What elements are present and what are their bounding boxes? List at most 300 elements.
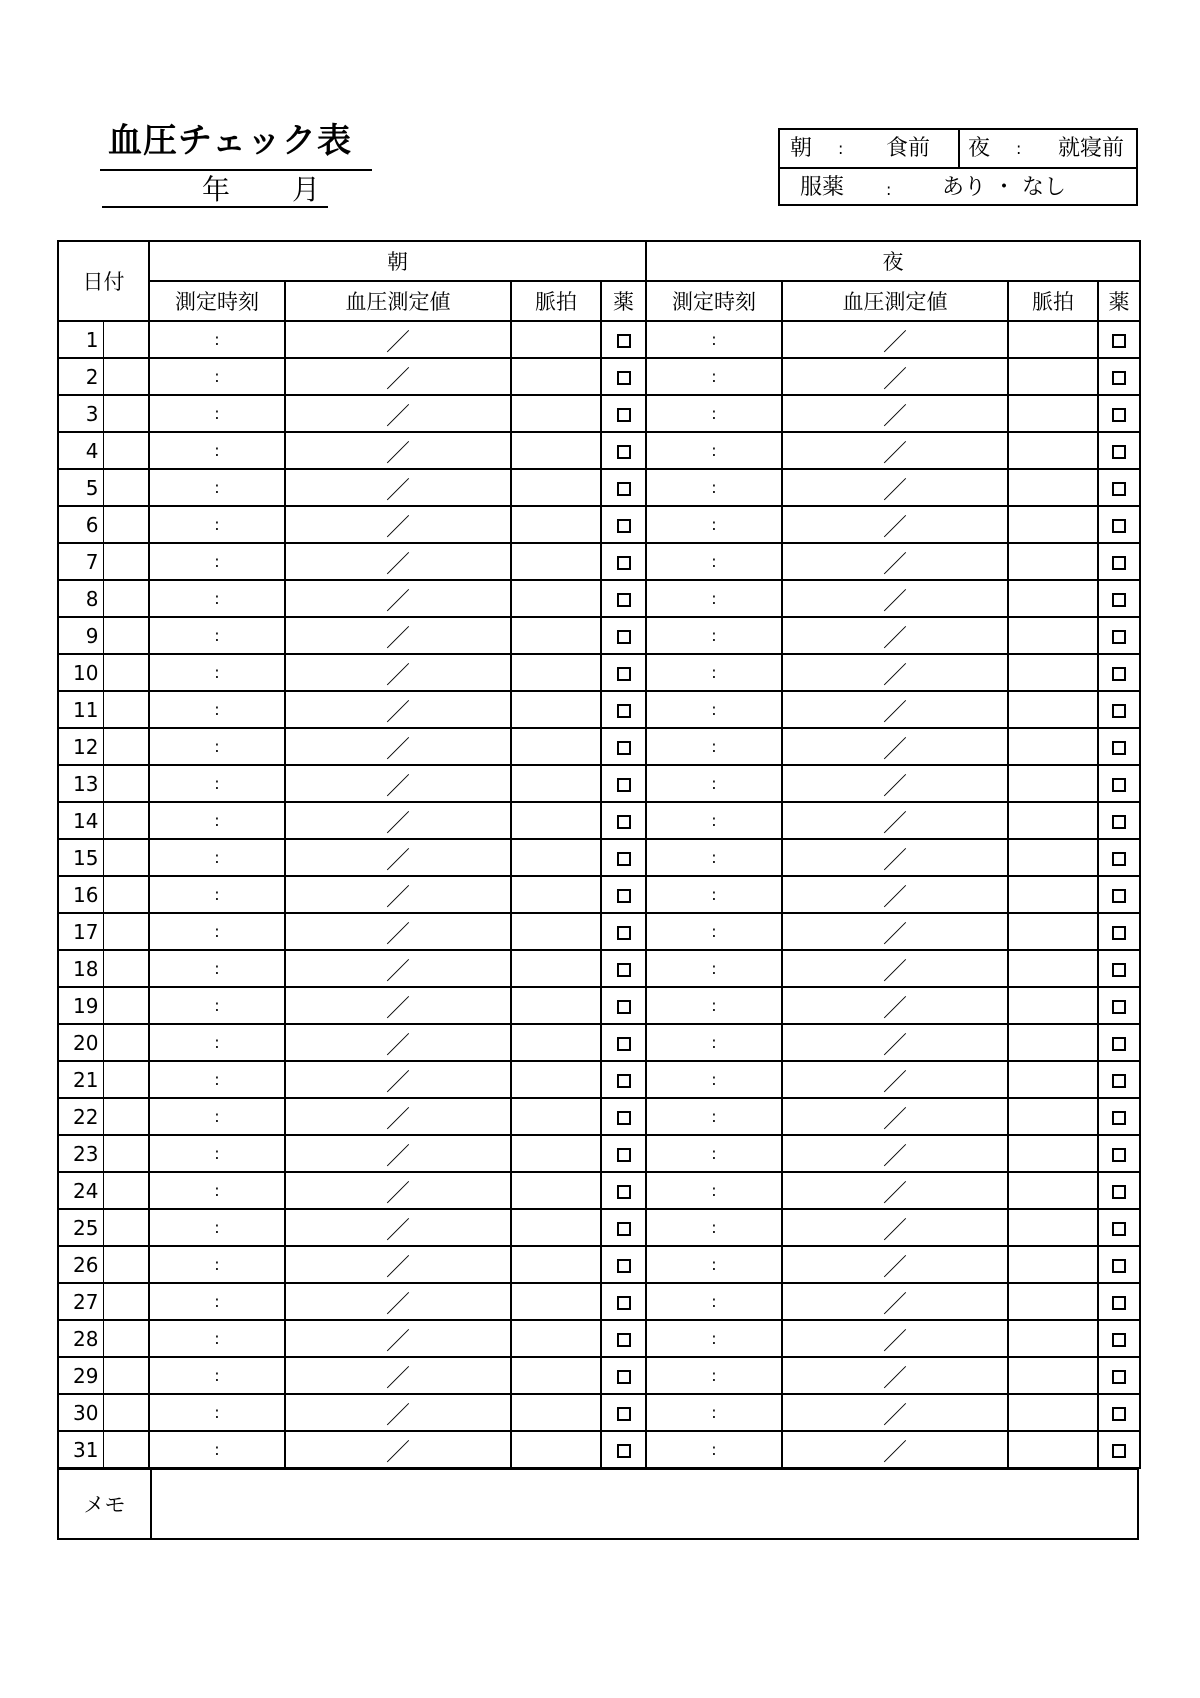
evening-bp-cell[interactable]: ／ xyxy=(782,691,1008,728)
evening-bp-cell[interactable]: ／ xyxy=(782,802,1008,839)
evening-med-checkbox-cell[interactable] xyxy=(1098,987,1140,1024)
morning-bp-cell[interactable]: ／ xyxy=(285,1209,511,1246)
evening-bp-cell[interactable]: ／ xyxy=(782,950,1008,987)
morning-time-cell[interactable]: : xyxy=(149,543,285,580)
evening-med-checkbox-cell[interactable] xyxy=(1098,654,1140,691)
evening-bp-cell[interactable]: ／ xyxy=(782,1320,1008,1357)
morning-pulse-cell[interactable] xyxy=(511,580,601,617)
day-note-cell[interactable] xyxy=(103,1246,149,1283)
morning-bp-cell[interactable]: ／ xyxy=(285,950,511,987)
morning-med-checkbox-cell[interactable] xyxy=(601,617,646,654)
evening-pulse-cell[interactable] xyxy=(1008,1135,1098,1172)
checkbox[interactable] xyxy=(617,741,631,755)
morning-med-checkbox-cell[interactable] xyxy=(601,1357,646,1394)
evening-pulse-cell[interactable] xyxy=(1008,1246,1098,1283)
morning-med-checkbox-cell[interactable] xyxy=(601,1431,646,1468)
evening-time-cell[interactable]: : xyxy=(646,1394,782,1431)
evening-pulse-cell[interactable] xyxy=(1008,1061,1098,1098)
morning-med-checkbox-cell[interactable] xyxy=(601,358,646,395)
morning-pulse-cell[interactable] xyxy=(511,691,601,728)
morning-time-cell[interactable]: : xyxy=(149,950,285,987)
evening-bp-cell[interactable]: ／ xyxy=(782,1246,1008,1283)
morning-time-cell[interactable]: : xyxy=(149,1246,285,1283)
evening-time-cell[interactable]: : xyxy=(646,358,782,395)
checkbox[interactable] xyxy=(1112,1148,1126,1162)
evening-pulse-cell[interactable] xyxy=(1008,913,1098,950)
evening-med-checkbox-cell[interactable] xyxy=(1098,913,1140,950)
morning-pulse-cell[interactable] xyxy=(511,765,601,802)
checkbox[interactable] xyxy=(617,1000,631,1014)
checkbox[interactable] xyxy=(1112,1333,1126,1347)
checkbox[interactable] xyxy=(617,1444,631,1458)
evening-med-checkbox-cell[interactable] xyxy=(1098,1283,1140,1320)
evening-bp-cell[interactable]: ／ xyxy=(782,506,1008,543)
morning-med-checkbox-cell[interactable] xyxy=(601,1061,646,1098)
day-note-cell[interactable] xyxy=(103,432,149,469)
evening-med-checkbox-cell[interactable] xyxy=(1098,765,1140,802)
morning-med-checkbox-cell[interactable] xyxy=(601,1024,646,1061)
evening-bp-cell[interactable]: ／ xyxy=(782,1135,1008,1172)
day-note-cell[interactable] xyxy=(103,1209,149,1246)
morning-pulse-cell[interactable] xyxy=(511,1172,601,1209)
day-note-cell[interactable] xyxy=(103,1320,149,1357)
morning-bp-cell[interactable]: ／ xyxy=(285,432,511,469)
evening-time-cell[interactable]: : xyxy=(646,1209,782,1246)
evening-time-cell[interactable]: : xyxy=(646,839,782,876)
morning-time-cell[interactable]: : xyxy=(149,1357,285,1394)
checkbox[interactable] xyxy=(1112,630,1126,644)
morning-med-checkbox-cell[interactable] xyxy=(601,1283,646,1320)
evening-pulse-cell[interactable] xyxy=(1008,506,1098,543)
evening-med-checkbox-cell[interactable] xyxy=(1098,691,1140,728)
morning-pulse-cell[interactable] xyxy=(511,1024,601,1061)
day-note-cell[interactable] xyxy=(103,1394,149,1431)
morning-med-checkbox-cell[interactable] xyxy=(601,469,646,506)
morning-pulse-cell[interactable] xyxy=(511,395,601,432)
checkbox[interactable] xyxy=(1112,1370,1126,1384)
evening-time-cell[interactable]: : xyxy=(646,876,782,913)
evening-pulse-cell[interactable] xyxy=(1008,654,1098,691)
evening-time-cell[interactable]: : xyxy=(646,321,782,358)
morning-med-checkbox-cell[interactable] xyxy=(601,1172,646,1209)
evening-med-checkbox-cell[interactable] xyxy=(1098,1357,1140,1394)
checkbox[interactable] xyxy=(1112,963,1126,977)
memo-box[interactable] xyxy=(57,1468,1139,1540)
morning-time-cell[interactable]: : xyxy=(149,1394,285,1431)
checkbox[interactable] xyxy=(617,371,631,385)
morning-time-cell[interactable]: : xyxy=(149,395,285,432)
evening-pulse-cell[interactable] xyxy=(1008,1209,1098,1246)
morning-time-cell[interactable]: : xyxy=(149,1209,285,1246)
day-note-cell[interactable] xyxy=(103,580,149,617)
evening-med-checkbox-cell[interactable] xyxy=(1098,469,1140,506)
morning-time-cell[interactable]: : xyxy=(149,358,285,395)
morning-time-cell[interactable]: : xyxy=(149,1431,285,1468)
checkbox[interactable] xyxy=(617,704,631,718)
morning-pulse-cell[interactable] xyxy=(511,1135,601,1172)
evening-pulse-cell[interactable] xyxy=(1008,1024,1098,1061)
checkbox[interactable] xyxy=(1112,741,1126,755)
evening-bp-cell[interactable]: ／ xyxy=(782,913,1008,950)
day-note-cell[interactable] xyxy=(103,395,149,432)
morning-med-checkbox-cell[interactable] xyxy=(601,1320,646,1357)
evening-pulse-cell[interactable] xyxy=(1008,395,1098,432)
evening-med-checkbox-cell[interactable] xyxy=(1098,1320,1140,1357)
morning-time-cell[interactable]: : xyxy=(149,469,285,506)
checkbox[interactable] xyxy=(1112,1111,1126,1125)
evening-pulse-cell[interactable] xyxy=(1008,950,1098,987)
evening-time-cell[interactable]: : xyxy=(646,765,782,802)
evening-pulse-cell[interactable] xyxy=(1008,617,1098,654)
checkbox[interactable] xyxy=(617,445,631,459)
evening-med-checkbox-cell[interactable] xyxy=(1098,432,1140,469)
evening-bp-cell[interactable]: ／ xyxy=(782,321,1008,358)
checkbox[interactable] xyxy=(617,408,631,422)
day-note-cell[interactable] xyxy=(103,987,149,1024)
morning-med-checkbox-cell[interactable] xyxy=(601,1209,646,1246)
evening-bp-cell[interactable]: ／ xyxy=(782,1024,1008,1061)
checkbox[interactable] xyxy=(1112,1407,1126,1421)
day-note-cell[interactable] xyxy=(103,1357,149,1394)
evening-med-checkbox-cell[interactable] xyxy=(1098,543,1140,580)
evening-pulse-cell[interactable] xyxy=(1008,1283,1098,1320)
evening-med-checkbox-cell[interactable] xyxy=(1098,802,1140,839)
evening-time-cell[interactable]: : xyxy=(646,1357,782,1394)
evening-time-cell[interactable]: : xyxy=(646,691,782,728)
morning-time-cell[interactable]: : xyxy=(149,913,285,950)
evening-bp-cell[interactable]: ／ xyxy=(782,1283,1008,1320)
evening-bp-cell[interactable]: ／ xyxy=(782,543,1008,580)
evening-bp-cell[interactable]: ／ xyxy=(782,358,1008,395)
morning-med-checkbox-cell[interactable] xyxy=(601,839,646,876)
morning-time-cell[interactable]: : xyxy=(149,876,285,913)
morning-bp-cell[interactable]: ／ xyxy=(285,802,511,839)
morning-time-cell[interactable]: : xyxy=(149,1061,285,1098)
evening-med-checkbox-cell[interactable] xyxy=(1098,617,1140,654)
evening-bp-cell[interactable]: ／ xyxy=(782,876,1008,913)
checkbox[interactable] xyxy=(617,1222,631,1236)
morning-bp-cell[interactable]: ／ xyxy=(285,987,511,1024)
morning-med-checkbox-cell[interactable] xyxy=(601,321,646,358)
evening-med-checkbox-cell[interactable] xyxy=(1098,1246,1140,1283)
evening-med-checkbox-cell[interactable] xyxy=(1098,1135,1140,1172)
morning-bp-cell[interactable]: ／ xyxy=(285,1431,511,1468)
medication-options[interactable]: あり ・ なし xyxy=(942,175,1066,200)
day-note-cell[interactable] xyxy=(103,876,149,913)
morning-pulse-cell[interactable] xyxy=(511,469,601,506)
day-note-cell[interactable] xyxy=(103,469,149,506)
checkbox[interactable] xyxy=(1112,593,1126,607)
evening-bp-cell[interactable]: ／ xyxy=(782,432,1008,469)
evening-pulse-cell[interactable] xyxy=(1008,1394,1098,1431)
evening-time-cell[interactable]: : xyxy=(646,728,782,765)
checkbox[interactable] xyxy=(1112,1000,1126,1014)
morning-bp-cell[interactable]: ／ xyxy=(285,617,511,654)
day-note-cell[interactable] xyxy=(103,358,149,395)
morning-bp-cell[interactable]: ／ xyxy=(285,839,511,876)
evening-med-checkbox-cell[interactable] xyxy=(1098,876,1140,913)
morning-bp-cell[interactable]: ／ xyxy=(285,1172,511,1209)
checkbox[interactable] xyxy=(1112,445,1126,459)
morning-pulse-cell[interactable] xyxy=(511,321,601,358)
morning-time-cell[interactable]: : xyxy=(149,1098,285,1135)
evening-time-cell[interactable]: : xyxy=(646,617,782,654)
checkbox[interactable] xyxy=(617,1148,631,1162)
evening-pulse-cell[interactable] xyxy=(1008,580,1098,617)
evening-time-cell[interactable]: : xyxy=(646,1246,782,1283)
evening-bp-cell[interactable]: ／ xyxy=(782,1394,1008,1431)
morning-pulse-cell[interactable] xyxy=(511,1320,601,1357)
morning-time-cell[interactable]: : xyxy=(149,987,285,1024)
evening-pulse-cell[interactable] xyxy=(1008,1320,1098,1357)
evening-bp-cell[interactable]: ／ xyxy=(782,395,1008,432)
morning-bp-cell[interactable]: ／ xyxy=(285,1135,511,1172)
evening-pulse-cell[interactable] xyxy=(1008,802,1098,839)
checkbox[interactable] xyxy=(1112,1222,1126,1236)
evening-pulse-cell[interactable] xyxy=(1008,765,1098,802)
evening-time-cell[interactable]: : xyxy=(646,1061,782,1098)
evening-bp-cell[interactable]: ／ xyxy=(782,1357,1008,1394)
evening-med-checkbox-cell[interactable] xyxy=(1098,506,1140,543)
evening-med-checkbox-cell[interactable] xyxy=(1098,839,1140,876)
evening-med-checkbox-cell[interactable] xyxy=(1098,321,1140,358)
morning-time-cell[interactable]: : xyxy=(149,728,285,765)
day-note-cell[interactable] xyxy=(103,1098,149,1135)
morning-med-checkbox-cell[interactable] xyxy=(601,802,646,839)
evening-time-cell[interactable]: : xyxy=(646,543,782,580)
evening-pulse-cell[interactable] xyxy=(1008,358,1098,395)
day-note-cell[interactable] xyxy=(103,802,149,839)
day-note-cell[interactable] xyxy=(103,1135,149,1172)
evening-time-cell[interactable]: : xyxy=(646,1135,782,1172)
evening-time-cell[interactable]: : xyxy=(646,469,782,506)
day-note-cell[interactable] xyxy=(103,839,149,876)
checkbox[interactable] xyxy=(617,1037,631,1051)
morning-pulse-cell[interactable] xyxy=(511,913,601,950)
evening-pulse-cell[interactable] xyxy=(1008,1431,1098,1468)
morning-med-checkbox-cell[interactable] xyxy=(601,432,646,469)
checkbox[interactable] xyxy=(617,1074,631,1088)
evening-time-cell[interactable]: : xyxy=(646,802,782,839)
morning-med-checkbox-cell[interactable] xyxy=(601,654,646,691)
evening-med-checkbox-cell[interactable] xyxy=(1098,395,1140,432)
morning-pulse-cell[interactable] xyxy=(511,1431,601,1468)
checkbox[interactable] xyxy=(617,889,631,903)
checkbox[interactable] xyxy=(1112,371,1126,385)
evening-pulse-cell[interactable] xyxy=(1008,987,1098,1024)
evening-bp-cell[interactable]: ／ xyxy=(782,728,1008,765)
morning-time-cell[interactable]: : xyxy=(149,691,285,728)
morning-pulse-cell[interactable] xyxy=(511,1246,601,1283)
evening-bp-cell[interactable]: ／ xyxy=(782,839,1008,876)
morning-bp-cell[interactable]: ／ xyxy=(285,580,511,617)
checkbox[interactable] xyxy=(1112,704,1126,718)
evening-bp-cell[interactable]: ／ xyxy=(782,1098,1008,1135)
morning-pulse-cell[interactable] xyxy=(511,987,601,1024)
evening-med-checkbox-cell[interactable] xyxy=(1098,1209,1140,1246)
morning-pulse-cell[interactable] xyxy=(511,876,601,913)
morning-pulse-cell[interactable] xyxy=(511,1394,601,1431)
evening-med-checkbox-cell[interactable] xyxy=(1098,1394,1140,1431)
morning-med-checkbox-cell[interactable] xyxy=(601,1098,646,1135)
evening-med-checkbox-cell[interactable] xyxy=(1098,1024,1140,1061)
morning-med-checkbox-cell[interactable] xyxy=(601,876,646,913)
day-note-cell[interactable] xyxy=(103,691,149,728)
day-note-cell[interactable] xyxy=(103,543,149,580)
morning-bp-cell[interactable]: ／ xyxy=(285,1024,511,1061)
morning-pulse-cell[interactable] xyxy=(511,839,601,876)
evening-med-checkbox-cell[interactable] xyxy=(1098,1431,1140,1468)
checkbox[interactable] xyxy=(617,1333,631,1347)
checkbox[interactable] xyxy=(617,1370,631,1384)
checkbox[interactable] xyxy=(1112,1074,1126,1088)
morning-bp-cell[interactable]: ／ xyxy=(285,543,511,580)
morning-time-cell[interactable]: : xyxy=(149,1135,285,1172)
day-note-cell[interactable] xyxy=(103,321,149,358)
morning-time-cell[interactable]: : xyxy=(149,1024,285,1061)
evening-pulse-cell[interactable] xyxy=(1008,876,1098,913)
checkbox[interactable] xyxy=(617,1111,631,1125)
morning-med-checkbox-cell[interactable] xyxy=(601,1135,646,1172)
evening-bp-cell[interactable]: ／ xyxy=(782,1431,1008,1468)
morning-bp-cell[interactable]: ／ xyxy=(285,1098,511,1135)
year-month-field[interactable] xyxy=(104,174,328,206)
morning-bp-cell[interactable]: ／ xyxy=(285,876,511,913)
checkbox[interactable] xyxy=(1112,1037,1126,1051)
evening-med-checkbox-cell[interactable] xyxy=(1098,358,1140,395)
day-note-cell[interactable] xyxy=(103,1024,149,1061)
morning-med-checkbox-cell[interactable] xyxy=(601,765,646,802)
morning-med-checkbox-cell[interactable] xyxy=(601,580,646,617)
checkbox[interactable] xyxy=(617,1185,631,1199)
morning-bp-cell[interactable]: ／ xyxy=(285,1061,511,1098)
evening-med-checkbox-cell[interactable] xyxy=(1098,580,1140,617)
morning-pulse-cell[interactable] xyxy=(511,1098,601,1135)
day-note-cell[interactable] xyxy=(103,1283,149,1320)
evening-med-checkbox-cell[interactable] xyxy=(1098,1172,1140,1209)
checkbox[interactable] xyxy=(1112,556,1126,570)
evening-pulse-cell[interactable] xyxy=(1008,469,1098,506)
morning-bp-cell[interactable]: ／ xyxy=(285,321,511,358)
morning-time-cell[interactable]: : xyxy=(149,765,285,802)
morning-bp-cell[interactable]: ／ xyxy=(285,1246,511,1283)
morning-med-checkbox-cell[interactable] xyxy=(601,913,646,950)
checkbox[interactable] xyxy=(1112,1296,1126,1310)
morning-pulse-cell[interactable] xyxy=(511,358,601,395)
morning-med-checkbox-cell[interactable] xyxy=(601,691,646,728)
checkbox[interactable] xyxy=(617,1296,631,1310)
evening-time-cell[interactable]: : xyxy=(646,950,782,987)
morning-time-cell[interactable]: : xyxy=(149,506,285,543)
evening-bp-cell[interactable]: ／ xyxy=(782,1172,1008,1209)
checkbox[interactable] xyxy=(1112,1259,1126,1273)
checkbox[interactable] xyxy=(1112,815,1126,829)
day-note-cell[interactable] xyxy=(103,728,149,765)
checkbox[interactable] xyxy=(617,778,631,792)
evening-time-cell[interactable]: : xyxy=(646,913,782,950)
evening-time-cell[interactable]: : xyxy=(646,1320,782,1357)
evening-pulse-cell[interactable] xyxy=(1008,432,1098,469)
checkbox[interactable] xyxy=(1112,926,1126,940)
evening-pulse-cell[interactable] xyxy=(1008,839,1098,876)
morning-time-cell[interactable]: : xyxy=(149,617,285,654)
morning-bp-cell[interactable]: ／ xyxy=(285,395,511,432)
evening-bp-cell[interactable]: ／ xyxy=(782,1209,1008,1246)
morning-pulse-cell[interactable] xyxy=(511,654,601,691)
morning-bp-cell[interactable]: ／ xyxy=(285,506,511,543)
evening-time-cell[interactable]: : xyxy=(646,1283,782,1320)
morning-pulse-cell[interactable] xyxy=(511,728,601,765)
evening-time-cell[interactable]: : xyxy=(646,1098,782,1135)
evening-pulse-cell[interactable] xyxy=(1008,1357,1098,1394)
evening-pulse-cell[interactable] xyxy=(1008,321,1098,358)
day-note-cell[interactable] xyxy=(103,913,149,950)
morning-bp-cell[interactable]: ／ xyxy=(285,913,511,950)
evening-bp-cell[interactable]: ／ xyxy=(782,1061,1008,1098)
morning-pulse-cell[interactable] xyxy=(511,1283,601,1320)
evening-med-checkbox-cell[interactable] xyxy=(1098,1098,1140,1135)
evening-med-checkbox-cell[interactable] xyxy=(1098,950,1140,987)
evening-time-cell[interactable]: : xyxy=(646,580,782,617)
evening-time-cell[interactable]: : xyxy=(646,1431,782,1468)
morning-time-cell[interactable]: : xyxy=(149,839,285,876)
checkbox[interactable] xyxy=(617,852,631,866)
morning-pulse-cell[interactable] xyxy=(511,543,601,580)
morning-time-cell[interactable]: : xyxy=(149,802,285,839)
checkbox[interactable] xyxy=(1112,482,1126,496)
checkbox[interactable] xyxy=(617,815,631,829)
day-note-cell[interactable] xyxy=(103,1172,149,1209)
evening-med-checkbox-cell[interactable] xyxy=(1098,728,1140,765)
checkbox[interactable] xyxy=(617,630,631,644)
evening-pulse-cell[interactable] xyxy=(1008,543,1098,580)
evening-bp-cell[interactable]: ／ xyxy=(782,580,1008,617)
morning-pulse-cell[interactable] xyxy=(511,617,601,654)
morning-time-cell[interactable]: : xyxy=(149,432,285,469)
morning-bp-cell[interactable]: ／ xyxy=(285,469,511,506)
evening-pulse-cell[interactable] xyxy=(1008,1172,1098,1209)
evening-pulse-cell[interactable] xyxy=(1008,728,1098,765)
morning-med-checkbox-cell[interactable] xyxy=(601,506,646,543)
morning-time-cell[interactable]: : xyxy=(149,321,285,358)
evening-time-cell[interactable]: : xyxy=(646,987,782,1024)
evening-pulse-cell[interactable] xyxy=(1008,1098,1098,1135)
checkbox[interactable] xyxy=(1112,778,1126,792)
morning-pulse-cell[interactable] xyxy=(511,1061,601,1098)
checkbox[interactable] xyxy=(1112,519,1126,533)
morning-med-checkbox-cell[interactable] xyxy=(601,1246,646,1283)
morning-bp-cell[interactable]: ／ xyxy=(285,1394,511,1431)
day-note-cell[interactable] xyxy=(103,950,149,987)
checkbox[interactable] xyxy=(1112,667,1126,681)
checkbox[interactable] xyxy=(617,926,631,940)
checkbox[interactable] xyxy=(617,963,631,977)
morning-time-cell[interactable]: : xyxy=(149,654,285,691)
morning-bp-cell[interactable]: ／ xyxy=(285,1357,511,1394)
checkbox[interactable] xyxy=(1112,334,1126,348)
morning-med-checkbox-cell[interactable] xyxy=(601,728,646,765)
morning-time-cell[interactable]: : xyxy=(149,1283,285,1320)
morning-bp-cell[interactable]: ／ xyxy=(285,691,511,728)
morning-pulse-cell[interactable] xyxy=(511,432,601,469)
day-note-cell[interactable] xyxy=(103,1431,149,1468)
checkbox[interactable] xyxy=(1112,1185,1126,1199)
morning-bp-cell[interactable]: ／ xyxy=(285,765,511,802)
morning-pulse-cell[interactable] xyxy=(511,802,601,839)
morning-med-checkbox-cell[interactable] xyxy=(601,395,646,432)
evening-time-cell[interactable]: : xyxy=(646,654,782,691)
morning-med-checkbox-cell[interactable] xyxy=(601,950,646,987)
